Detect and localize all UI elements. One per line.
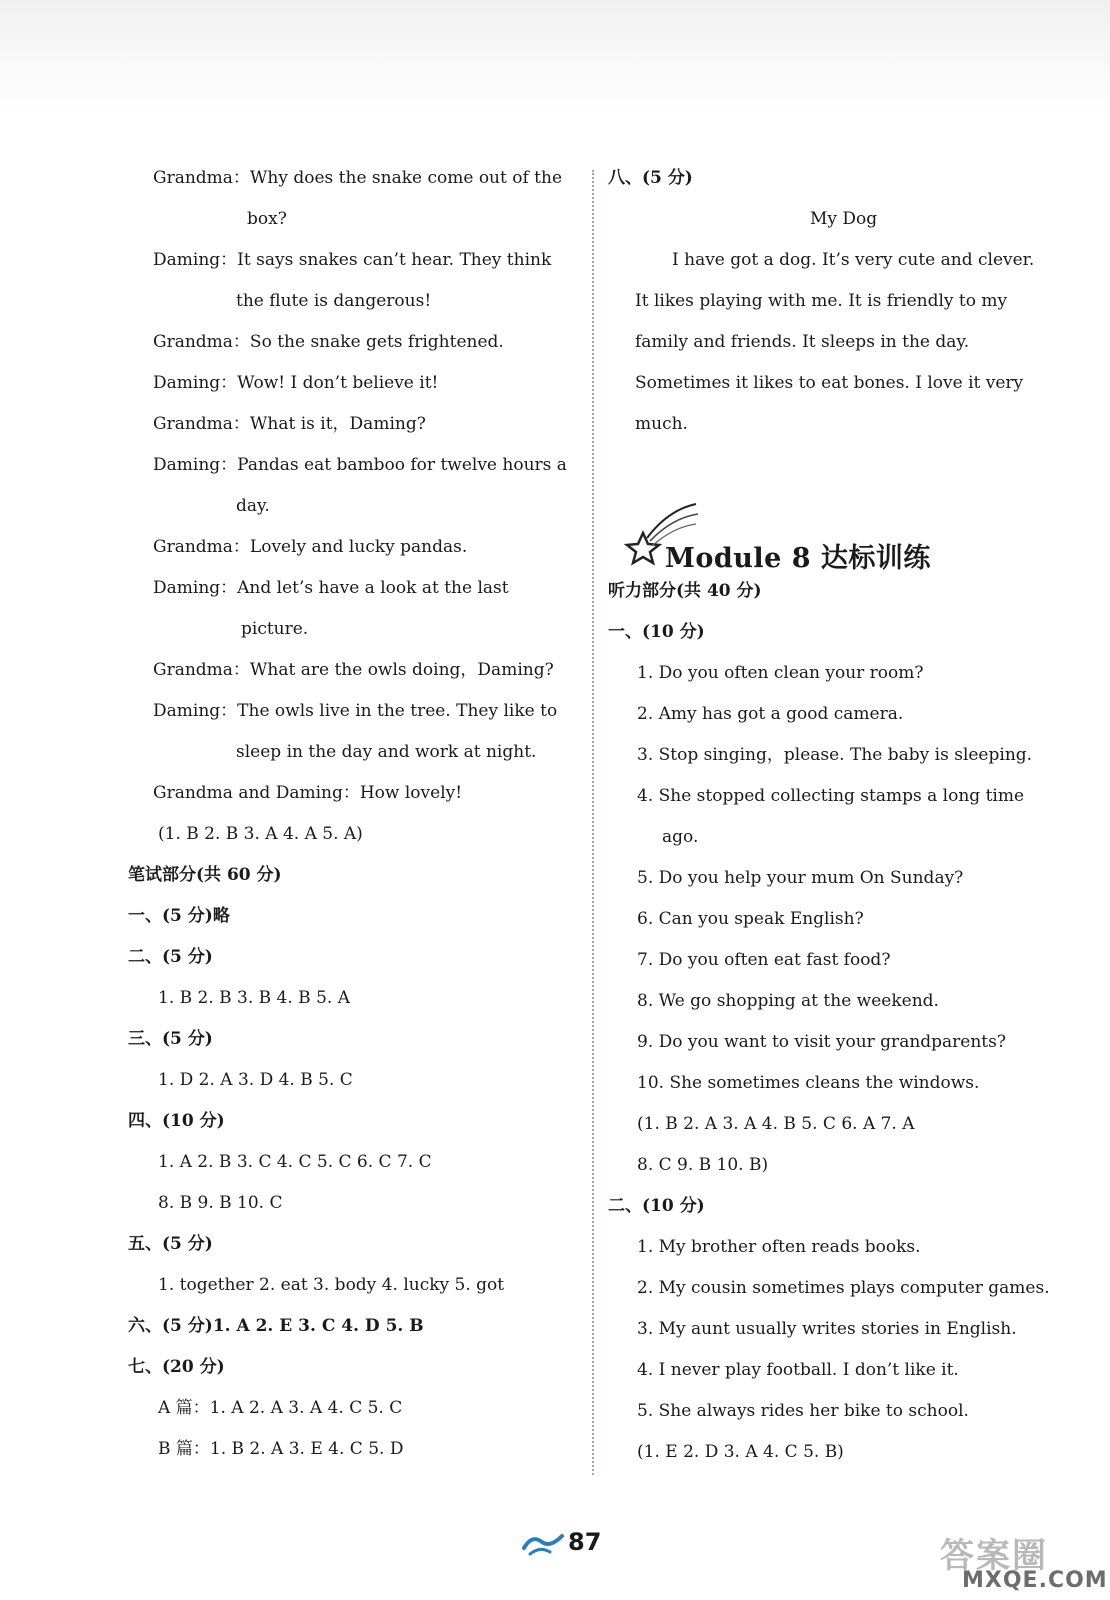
left-column-line: Grandma：Lovely and lucky pandas. bbox=[153, 537, 468, 557]
right-bottom-line: 8. We go shopping at the weekend. bbox=[637, 991, 939, 1011]
left-column-line: 1. B 2. B 3. B 4. B 5. A bbox=[158, 988, 350, 1008]
right-bottom-line: 一、(10 分) bbox=[608, 622, 705, 642]
watermark-logo: 答案圈 bbox=[940, 1536, 1048, 1576]
left-column-line: A 篇：1. A 2. A 3. A 4. C 5. C bbox=[158, 1398, 403, 1418]
left-column-line: picture. bbox=[241, 619, 309, 639]
footer-decoration-icon bbox=[520, 1528, 566, 1558]
module-title: Module 8 达标训练 bbox=[665, 543, 931, 574]
right-bottom-line: 10. She sometimes cleans the windows. bbox=[637, 1073, 980, 1093]
right-bottom-line: 8. C 9. B 10. B) bbox=[637, 1155, 769, 1175]
right-bottom-line: (1. B 2. A 3. A 4. B 5. C 6. A 7. A bbox=[637, 1114, 915, 1134]
left-column-line: 1. A 2. B 3. C 4. C 5. C 6. C 7. C bbox=[158, 1152, 432, 1172]
right-top-line: It likes playing with me. It is friendly to my bbox=[635, 291, 1008, 311]
right-bottom-line: 3. Stop singing，please. The baby is sleeping. bbox=[637, 745, 1033, 765]
scan-shade bbox=[0, 0, 1110, 110]
left-column-line: Daming：The owls live in the tree. They like to bbox=[153, 701, 558, 721]
right-bottom-line: ago. bbox=[662, 827, 699, 847]
right-bottom-line: 4. She stopped collecting stamps a long time bbox=[637, 786, 1025, 806]
left-column-line: day. bbox=[236, 496, 270, 516]
right-top-line: Sometimes it likes to eat bones. I love it very bbox=[635, 373, 1024, 393]
right-top-line: 八、(5 分) bbox=[608, 168, 693, 188]
right-bottom-line: 听力部分(共 40 分) bbox=[608, 581, 762, 601]
left-column-line: Daming：Pandas eat bamboo for twelve hours a bbox=[153, 455, 567, 475]
left-column-line: Grandma：What is it，Daming? bbox=[153, 414, 426, 434]
left-column-line: Daming：It says snakes can’t hear. They think bbox=[153, 250, 552, 270]
right-bottom-line: 6. Can you speak English? bbox=[637, 909, 864, 929]
left-column-line: Daming：Wow! I don’t believe it! bbox=[153, 373, 439, 393]
left-column-line: 二、(5 分) bbox=[128, 947, 213, 967]
left-column-line: 笔试部分(共 60 分) bbox=[128, 865, 282, 885]
column-divider bbox=[592, 170, 594, 1475]
right-bottom-line: 9. Do you want to visit your grandparents? bbox=[637, 1032, 1006, 1052]
right-bottom-line: 2. My cousin sometimes plays computer games. bbox=[637, 1278, 1050, 1298]
left-column-line: B 篇：1. B 2. A 3. E 4. C 5. D bbox=[158, 1439, 404, 1459]
left-column-line: Grandma and Daming：How lovely! bbox=[153, 783, 463, 803]
right-bottom-line: 3. My aunt usually writes stories in English. bbox=[637, 1319, 1017, 1339]
right-top-line: family and friends. It sleeps in the day. bbox=[635, 332, 970, 352]
watermark-url: MXQE.COM bbox=[962, 1568, 1108, 1593]
left-column-line: (1. B 2. B 3. A 4. A 5. A) bbox=[158, 824, 363, 844]
left-column-line: sleep in the day and work at night. bbox=[236, 742, 537, 762]
left-column-line: 七、(20 分) bbox=[128, 1357, 225, 1377]
left-column-line: 五、(5 分) bbox=[128, 1234, 213, 1254]
right-top-line: much. bbox=[635, 414, 688, 434]
left-column-line: Grandma：So the snake gets frightened. bbox=[153, 332, 504, 352]
left-column-line: 一、(5 分)略 bbox=[128, 906, 230, 926]
left-column-line: Daming：And let’s have a look at the last bbox=[153, 578, 509, 598]
left-column-line: box? bbox=[247, 209, 287, 229]
page-number: 87 bbox=[568, 1528, 602, 1556]
right-top-line: I have got a dog. It’s very cute and clever. bbox=[672, 250, 1035, 270]
right-bottom-line: 5. She always rides her bike to school. bbox=[637, 1401, 969, 1421]
right-bottom-line: 7. Do you often eat fast food? bbox=[637, 950, 891, 970]
left-column-line: 四、(10 分) bbox=[128, 1111, 225, 1131]
left-column-line: 1. together 2. eat 3. body 4. lucky 5. got bbox=[158, 1275, 505, 1295]
right-bottom-line: 2. Amy has got a good camera. bbox=[637, 704, 904, 724]
right-bottom-line: 1. My brother often reads books. bbox=[637, 1237, 921, 1257]
left-column-line: Grandma：What are the owls doing，Daming? bbox=[153, 660, 554, 680]
left-column-line: 8. B 9. B 10. C bbox=[158, 1193, 283, 1213]
right-top-line: My Dog bbox=[810, 209, 878, 229]
right-bottom-line: (1. E 2. D 3. A 4. C 5. B) bbox=[637, 1442, 844, 1462]
left-column-line: 三、(5 分) bbox=[128, 1029, 213, 1049]
left-column-line: Grandma：Why does the snake come out of the bbox=[153, 168, 563, 188]
right-bottom-line: 4. I never play football. I don’t like it. bbox=[637, 1360, 959, 1380]
left-column-line: the flute is dangerous! bbox=[236, 291, 432, 311]
left-column-line: 六、(5 分)1. A 2. E 3. C 4. D 5. B bbox=[128, 1316, 424, 1336]
right-bottom-line: 5. Do you help your mum On Sunday? bbox=[637, 868, 964, 888]
right-bottom-line: 1. Do you often clean your room? bbox=[637, 663, 924, 683]
right-bottom-line: 二、(10 分) bbox=[608, 1196, 705, 1216]
left-column-line: 1. D 2. A 3. D 4. B 5. C bbox=[158, 1070, 353, 1090]
